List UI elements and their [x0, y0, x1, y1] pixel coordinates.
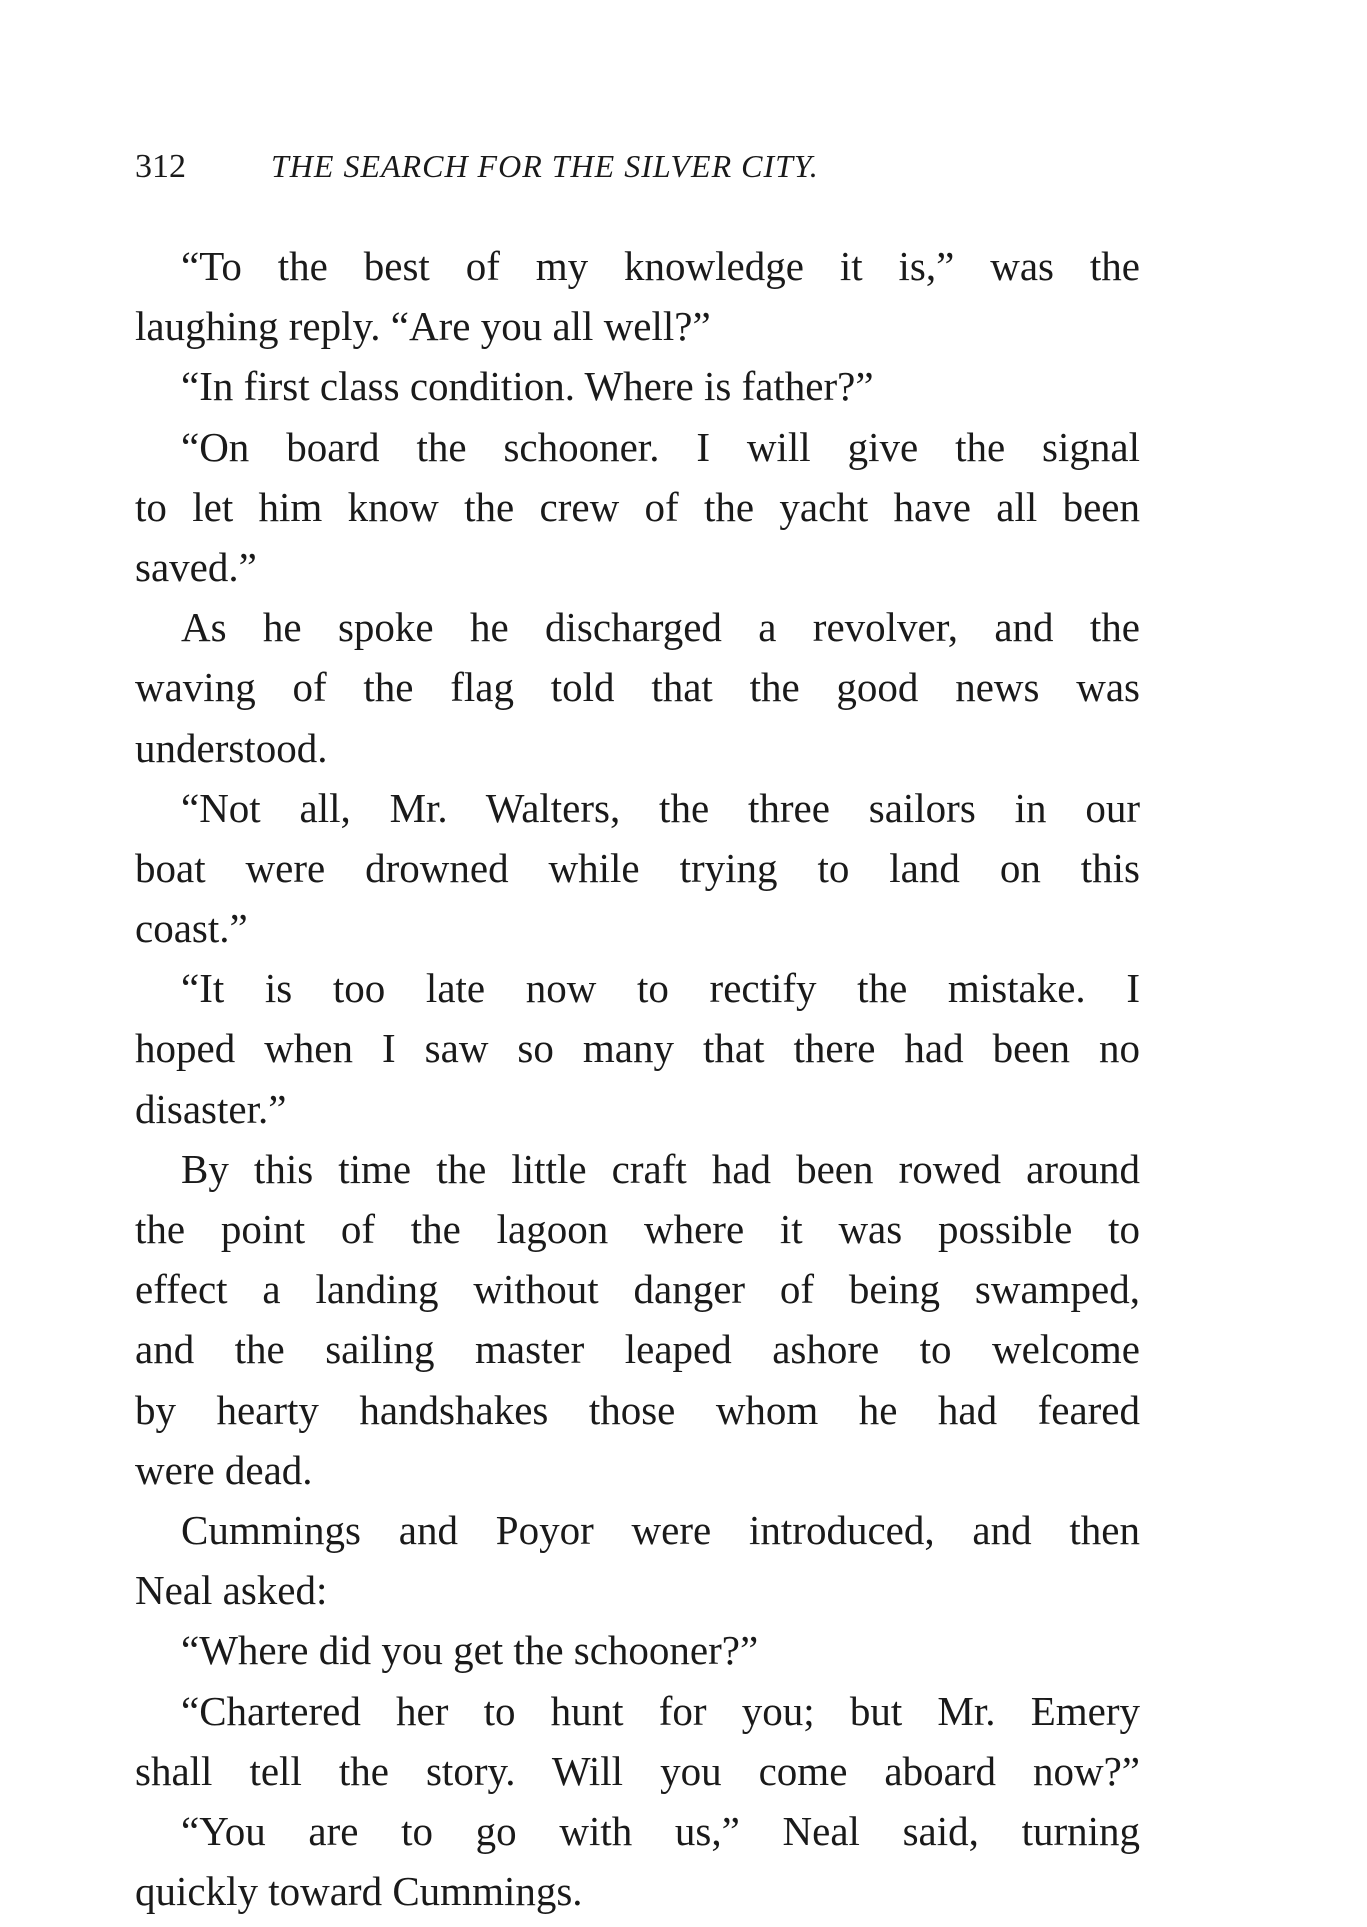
text-line: were dead.: [135, 1446, 313, 1493]
text-line: quickly toward Cummings.: [135, 1868, 583, 1915]
text-line: saved.”: [135, 543, 257, 590]
text-line: hoped when I saw so many that there had been no: [135, 1025, 1140, 1072]
text-line: effect a landing without danger of being swamped,: [135, 1266, 1140, 1313]
text-line: “In first class condition. Where is father?”: [181, 363, 874, 410]
text-line: the point of the lagoon where it was possible to: [135, 1206, 1140, 1252]
text-line: to let him know the crew of the yacht have all been: [135, 483, 1140, 530]
text-line: waving of the flag told that the good news was: [135, 664, 1140, 711]
text-line: shall tell the story. Will you come aboard now?”: [135, 1747, 1140, 1794]
text-line: “Where did you get the schooner?”: [181, 1627, 759, 1674]
text-line: boat were drowned while trying to land on this: [135, 844, 1140, 891]
text-line: “On board the schooner. I will give the signal: [181, 423, 1140, 470]
text-line: “To the best of my knowledge it is,” was the: [181, 243, 1140, 289]
text-line: understood.: [135, 724, 328, 771]
running-title: THE SEARCH FOR THE SILVER CITY.: [271, 148, 819, 184]
text-line: Neal asked:: [135, 1567, 328, 1614]
text-line: As he spoke he discharged a revolver, and the: [181, 604, 1140, 651]
text-line: by hearty handshakes those whom he had feared: [135, 1386, 1140, 1433]
text-line: “Not all, Mr. Walters, the three sailors in our: [181, 784, 1140, 831]
text-line: and the sailing master leaped ashore to welcome: [135, 1326, 1140, 1373]
body-text: [135, 236, 1140, 1921]
text-line: disaster.”: [135, 1085, 287, 1132]
running-head: [135, 148, 1140, 198]
text-line: “You are to go with us,” Neal said, turning: [181, 1807, 1140, 1854]
page-number: 312: [135, 148, 186, 185]
text-line: coast.”: [135, 905, 248, 952]
text-line: Cummings and Poyor were introduced, and then: [181, 1506, 1140, 1553]
text-line: “It is too late now to rectify the mistake. I: [181, 965, 1140, 1012]
text-line: laughing reply. “Are you all well?”: [135, 303, 711, 350]
text-line: By this time the little craft had been rowed around: [181, 1145, 1140, 1192]
text-line: “Chartered her to hunt for you; but Mr. Emery: [181, 1687, 1140, 1734]
